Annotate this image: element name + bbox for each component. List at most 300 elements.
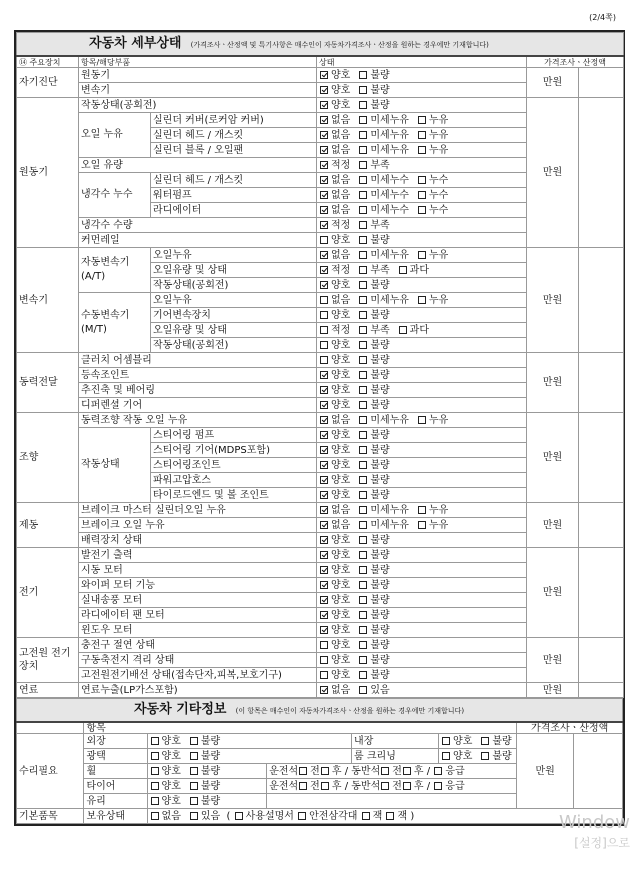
checkbox[interactable] [359,251,367,259]
checkbox[interactable] [359,431,367,439]
option-label: 불량 [370,369,390,381]
option-label: 부족 [370,219,390,231]
status-options [317,458,527,473]
checkbox[interactable] [359,161,367,169]
checkbox[interactable] [321,782,329,790]
checkbox[interactable] [320,341,328,349]
checkbox[interactable] [359,146,367,154]
option-label: 불량 [370,279,390,291]
option-label: 양호 [331,459,351,471]
option-label: 양호 [331,69,351,81]
checked-checkbox[interactable] [320,206,328,214]
item-label: 실린더 헤드 / 개스킷 [151,128,317,143]
price-manwon: 만원 [527,548,579,638]
checkbox[interactable] [320,641,328,649]
option-label: 불량 [370,444,390,456]
option-label: 누유 [428,294,449,306]
checkbox[interactable] [320,296,328,304]
checkbox[interactable] [151,737,159,745]
checked-checkbox[interactable] [320,476,328,484]
option-label: 양호 [331,234,351,246]
status-row [17,548,624,563]
option-label: 불량 [370,384,390,396]
price-blank[interactable] [579,353,624,413]
checkbox[interactable] [381,782,389,790]
checkbox[interactable] [359,341,367,349]
checkbox[interactable] [418,131,426,139]
section2-note: (이 항목은 매수인이 자동차가격조사ㆍ산정을 원하는 경우에만 기재합니다) [235,706,465,715]
item-label: 타이로드엔드 및 볼 조인트 [151,488,317,503]
status-row [17,98,624,113]
status-options [317,68,527,83]
checkbox[interactable] [418,521,426,529]
checkbox[interactable] [359,71,367,79]
checkbox[interactable] [359,236,367,244]
checkbox[interactable] [235,812,243,820]
checkbox[interactable] [403,782,411,790]
status-row [17,413,624,428]
checkbox[interactable] [359,101,367,109]
status-row [17,638,624,653]
checkbox[interactable] [399,326,407,334]
option-label: 양호 [331,669,351,681]
inspection-sheet [14,30,625,826]
status-options [317,158,527,173]
status-options [317,338,527,353]
status-options [317,653,527,668]
checked-checkbox[interactable] [320,371,328,379]
status-row [17,248,624,263]
checkbox[interactable] [359,461,367,469]
checked-checkbox[interactable] [320,251,328,259]
checked-checkbox[interactable] [320,686,328,694]
checked-checkbox[interactable] [320,596,328,604]
main-device-label: 고전원 전기장치 [17,638,79,683]
checkbox[interactable] [359,626,367,634]
option-label: 양호 [331,444,351,456]
basic-group-label: 기본품목 [17,809,84,824]
checkbox[interactable] [359,491,367,499]
checked-checkbox[interactable] [320,566,328,574]
option-label: 불량 [370,99,390,111]
checkbox[interactable] [359,131,367,139]
option-label: 양호 [331,399,351,411]
status-options [317,383,527,398]
checked-checkbox[interactable] [320,101,328,109]
item-label: 등속조인트 [79,368,317,383]
checkbox[interactable] [481,752,489,760]
item-label: 와이퍼 모터 기능 [79,578,317,593]
checkbox[interactable] [434,767,442,775]
option-label: 누유 [428,129,449,141]
price-blank[interactable] [579,68,624,98]
status-options [317,638,527,653]
checkbox[interactable] [359,401,367,409]
item-label: 실내송풍 모터 [79,593,317,608]
sub-device-label: 오일 누유 [79,113,151,158]
status-options [317,98,527,113]
checkbox[interactable] [359,551,367,559]
checked-checkbox[interactable] [320,446,328,454]
glass-options: 양호 불량 [147,794,267,809]
option-label: 미세누유 [370,519,409,531]
option-label: 불량 [370,594,390,606]
item-label: 연료누출(LP가스포함) [79,683,317,698]
checked-checkbox[interactable] [320,221,328,229]
item-label: 오일유량 및 상태 [151,263,317,278]
checked-checkbox[interactable] [320,191,328,199]
item-label: 스티어링 기어(MDPS포함) [151,443,317,458]
checkbox[interactable] [359,371,367,379]
checked-checkbox[interactable] [320,611,328,619]
checkbox[interactable] [359,116,367,124]
checked-checkbox[interactable] [320,386,328,394]
checked-checkbox[interactable] [320,131,328,139]
checkbox[interactable] [359,86,367,94]
status-row [17,503,624,518]
glass-label: 유리 [84,794,147,809]
checkbox[interactable] [359,521,367,529]
status-options [317,173,527,188]
checkbox[interactable] [359,566,367,574]
item-label: 동력조향 작동 오일 누유 [79,413,317,428]
price-blank[interactable] [573,734,622,809]
item-label: 기어변속장치 [151,308,317,323]
status-options [317,608,527,623]
price-blank[interactable] [579,248,624,353]
checked-checkbox[interactable] [320,581,328,589]
checkbox[interactable] [359,611,367,619]
page-number: (2/4쪽) [589,13,616,22]
status-options [317,308,527,323]
section2-header [17,699,623,723]
checkbox[interactable] [151,767,159,775]
option-label: 없음 [331,204,351,216]
option-label: 적정 [331,324,351,336]
checkbox[interactable] [359,206,367,214]
option-label: 누수 [428,189,449,201]
item-label: 커먼레일 [79,233,317,248]
interior-options: 양호 불량 [439,734,517,749]
option-label: 불량 [370,654,390,666]
checkbox[interactable] [299,782,307,790]
sub-device-label: 자동변속기 (A/T) [79,248,151,293]
status-options [317,353,527,368]
main-device-label: 제동 [17,503,79,548]
option-label: 불량 [370,84,390,96]
checkbox[interactable] [418,251,426,259]
checkbox[interactable] [418,206,426,214]
option-label: 불량 [370,429,390,441]
checkbox[interactable] [320,656,328,664]
price-blank[interactable] [579,683,624,698]
checkbox[interactable] [320,671,328,679]
section1-header [17,33,624,57]
repair-group-label: 수리필요 [17,734,84,809]
checkbox[interactable] [359,536,367,544]
checkbox[interactable] [359,581,367,589]
section2-title: 자동차 기타정보 [134,701,227,717]
checkbox[interactable] [359,311,367,319]
checkbox[interactable] [359,221,367,229]
option-label: 누유 [428,144,449,156]
checkbox[interactable] [151,782,159,790]
checkbox[interactable] [321,767,329,775]
checkbox[interactable] [481,737,489,745]
checked-checkbox[interactable] [320,161,328,169]
checkbox[interactable] [359,266,367,274]
option-label: 적정 [331,159,351,171]
option-label: 미세누유 [370,114,409,126]
col-item-header: 항목/해당부품 [79,56,317,68]
status-options [317,218,527,233]
checkbox[interactable] [359,281,367,289]
option-label: 양호 [331,384,351,396]
checkbox[interactable] [359,686,367,694]
tire-options: 양호 불량 [147,779,267,794]
checkbox[interactable] [151,797,159,805]
checked-checkbox[interactable] [320,176,328,184]
price-manwon: 만원 [527,638,579,683]
item-label: 발전기 출력 [79,548,317,563]
checkbox[interactable] [359,446,367,454]
item-label: 작동상태(공회전) [79,98,317,113]
option-label: 적정 [331,219,351,231]
main-device-label: 조향 [17,413,79,503]
possession-options: 없음 있음 ( 사용설명서 안전삼각대 잭 잭 ) [147,809,622,824]
option-label: 미세누유 [370,504,409,516]
checkbox[interactable] [434,782,442,790]
checkbox[interactable] [359,191,367,199]
option-label: 양호 [331,579,351,591]
checkbox[interactable] [418,116,426,124]
option-label: 부족 [370,324,390,336]
option-label: 양호 [331,594,351,606]
status-options [317,323,527,338]
checked-checkbox[interactable] [320,146,328,154]
checkbox[interactable] [418,176,426,184]
status-options [317,233,527,248]
checked-checkbox[interactable] [320,551,328,559]
checked-checkbox[interactable] [320,116,328,124]
option-label: 불량 [370,489,390,501]
checked-checkbox[interactable] [320,86,328,94]
checked-checkbox[interactable] [320,281,328,289]
status-options [317,623,527,638]
checkbox[interactable] [359,596,367,604]
checked-checkbox[interactable] [320,491,328,499]
checkbox[interactable] [320,311,328,319]
item-label: 실린더 블록 / 오일팬 [151,143,317,158]
checkbox[interactable] [442,752,450,760]
checkbox[interactable] [386,812,394,820]
option-label: 양호 [331,549,351,561]
checkbox[interactable] [190,782,198,790]
item-label: 시동 모터 [79,563,317,578]
section1-note: (가격조사ㆍ산정액 및 특기사항은 매수인이 자동차가격조사ㆍ산정을 원하는 경우에만 기재합니다) [190,40,489,49]
status-options [317,398,527,413]
checkbox[interactable] [403,767,411,775]
checkbox[interactable] [359,326,367,334]
option-label: 양호 [331,99,351,111]
option-label: 누유 [428,249,449,261]
possession-label: 보유상태 [84,809,147,824]
checkbox[interactable] [320,236,328,244]
main-device-label: 연료 [17,683,79,698]
checkbox[interactable] [418,416,426,424]
status-options [317,368,527,383]
item-label: 배력장치 상태 [79,533,317,548]
checkbox[interactable] [190,797,198,805]
item-label: 브레이크 마스터 실린더오일 누유 [79,503,317,518]
checkbox[interactable] [190,812,198,820]
checkbox[interactable] [320,326,328,334]
sub-device-label: 작동상태 [79,428,151,503]
status-options [317,293,527,308]
item-label: 작동상태(공회전) [151,338,317,353]
checkbox[interactable] [359,296,367,304]
option-label: 적정 [331,264,351,276]
option-label: 미세누유 [370,294,409,306]
status-options [317,683,527,698]
col-item-header-2: 항목 [84,722,517,734]
checkbox[interactable] [298,812,306,820]
option-label: 불량 [370,399,390,411]
option-label: 없음 [331,174,351,186]
item-label: 충전구 절연 상태 [79,638,317,653]
item-label: 브레이크 오일 누유 [79,518,317,533]
checkbox[interactable] [418,191,426,199]
windows-activation-watermark: Window [설정]으로 [559,812,630,850]
main-device-label: 원동기 [17,98,79,248]
col-price-header-2: 가격조사ㆍ산정액 [517,722,623,734]
checkbox[interactable] [359,386,367,394]
price-blank[interactable] [579,638,624,683]
price-manwon: 만원 [527,683,579,698]
tire-position-options: 운전석 전 후 / 동반석 전 후 / 응급 [267,779,517,794]
checkbox[interactable] [190,737,198,745]
checked-checkbox[interactable] [320,461,328,469]
checkbox[interactable] [418,146,426,154]
wheel-options: 양호 불량 [147,764,267,779]
checked-checkbox[interactable] [320,431,328,439]
option-label: 불량 [370,549,390,561]
main-device-label: 동력전달 [17,353,79,413]
option-label: 양호 [331,624,351,636]
checkbox[interactable] [359,656,367,664]
checkbox[interactable] [320,356,328,364]
checkbox[interactable] [359,506,367,514]
price-blank[interactable] [579,548,624,638]
price-blank[interactable] [579,98,624,248]
option-label: 없음 [331,249,351,261]
checkbox[interactable] [359,416,367,424]
price-manwon: 만원 [527,413,579,503]
checkbox[interactable] [151,752,159,760]
item-label: 워터펌프 [151,188,317,203]
checkbox[interactable] [359,476,367,484]
option-label: 불량 [370,609,390,621]
option-label: 미세누수 [370,189,409,201]
status-options [317,128,527,143]
option-label: 불량 [370,624,390,636]
checked-checkbox[interactable] [320,416,328,424]
item-label: 변속기 [79,83,317,98]
option-label: 없음 [331,144,351,156]
checked-checkbox[interactable] [320,401,328,409]
main-device-label: 자기진단 [17,68,79,98]
option-label: 누유 [428,414,449,426]
wheel-label: 휠 [84,764,147,779]
checked-checkbox[interactable] [320,506,328,514]
interior-label: 내장 [352,734,439,749]
other-info-table [16,698,623,824]
checked-checkbox[interactable] [320,626,328,634]
status-options [317,578,527,593]
price-blank[interactable] [579,413,624,503]
status-options [317,278,527,293]
checkbox[interactable] [418,296,426,304]
checked-checkbox[interactable] [320,266,328,274]
checkbox[interactable] [299,767,307,775]
checkbox[interactable] [362,812,370,820]
checkbox[interactable] [190,767,198,775]
option-label: 없음 [331,294,351,306]
item-label: 실린더 헤드 / 개스킷 [151,173,317,188]
price-manwon: 만원 [527,503,579,548]
checkbox[interactable] [381,767,389,775]
option-label: 양호 [331,84,351,96]
status-row [17,353,624,368]
col-price-header: 가격조사ㆍ산정액 [527,56,624,68]
gloss-label: 광택 [84,749,147,764]
status-options [317,503,527,518]
option-label: 부족 [370,159,390,171]
price-blank[interactable] [579,503,624,548]
checked-checkbox[interactable] [320,521,328,529]
checkbox[interactable] [151,812,159,820]
checkbox[interactable] [190,752,198,760]
status-row [17,68,624,83]
checkbox[interactable] [399,266,407,274]
status-options [317,443,527,458]
item-label: 윈도우 모터 [79,623,317,638]
option-label: 없음 [331,189,351,201]
checked-checkbox[interactable] [320,536,328,544]
option-label: 없음 [331,504,351,516]
status-options [317,83,527,98]
status-row [17,683,624,698]
checkbox[interactable] [359,356,367,364]
option-label: 양호 [331,429,351,441]
checkbox[interactable] [418,506,426,514]
option-label: 미세누수 [370,204,409,216]
detail-status-table [16,32,624,698]
checkbox[interactable] [359,671,367,679]
checkbox[interactable] [442,737,450,745]
option-label: 과다 [409,324,429,336]
option-label: 누수 [428,174,449,186]
option-label: 부족 [370,264,390,276]
checkbox[interactable] [359,641,367,649]
option-label: 불량 [370,354,390,366]
option-label: 양호 [331,369,351,381]
option-label: 없음 [331,114,351,126]
sub-device-label: 냉각수 누수 [79,173,151,218]
checked-checkbox[interactable] [320,71,328,79]
checkbox[interactable] [359,176,367,184]
exterior-options: 양호 불량 [147,734,352,749]
